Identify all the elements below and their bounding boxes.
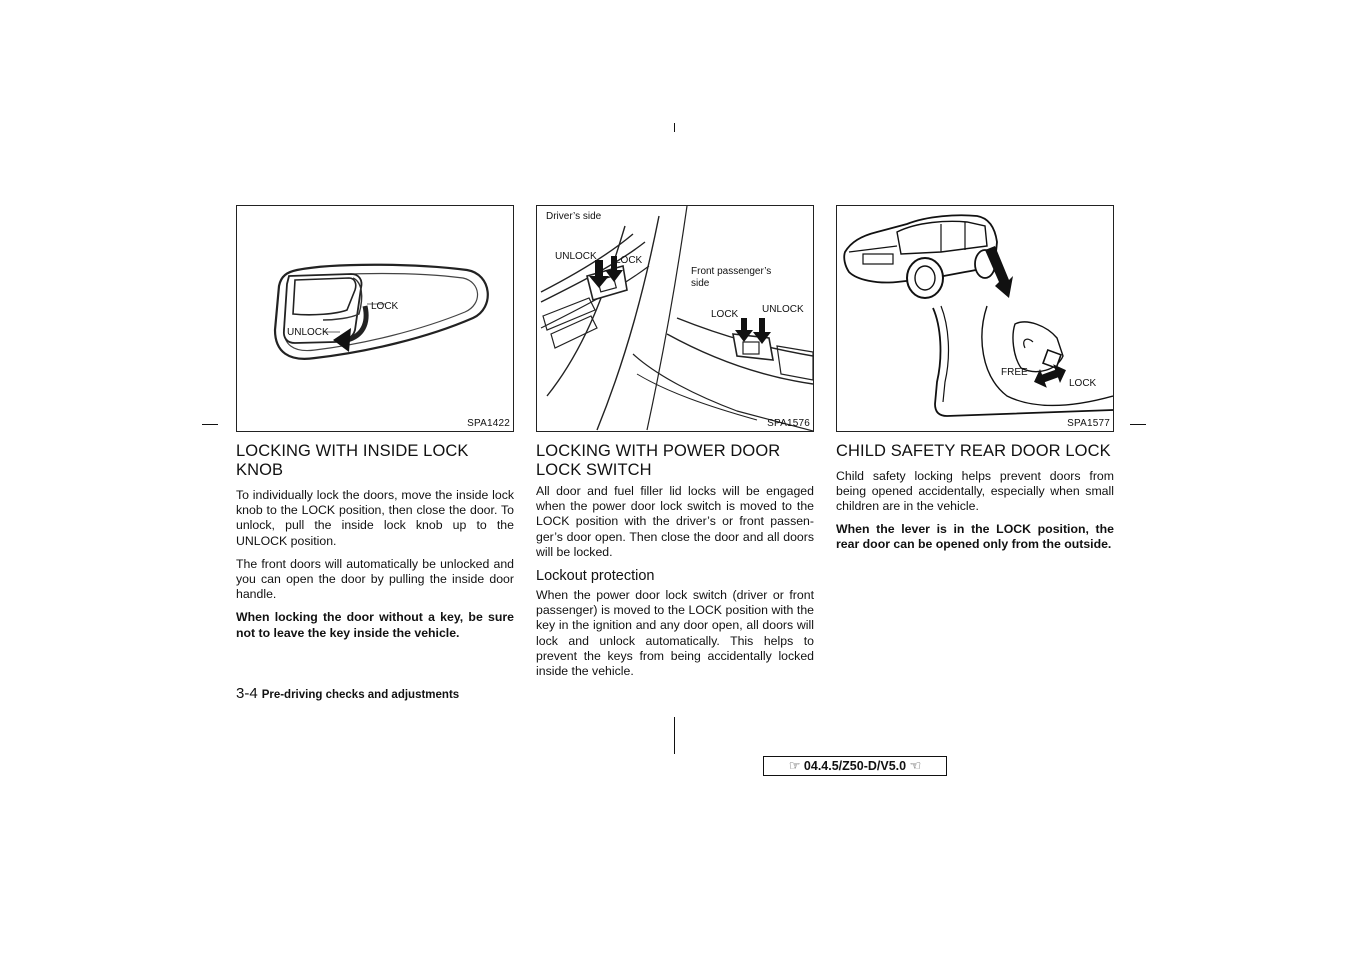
left-crop-mark bbox=[202, 424, 218, 425]
figure-inside-lock-knob bbox=[236, 205, 514, 432]
paragraph: Child safety locking helps prevent doors from being opened accidentally, especially when small children are in the vehicle. bbox=[836, 469, 1114, 514]
section-heading bbox=[536, 442, 814, 480]
label-unlock-driver: UNLOCK bbox=[555, 251, 597, 262]
figure-code: SPA1577 bbox=[1067, 418, 1110, 429]
section-child-safety bbox=[836, 442, 1114, 552]
section-inside-lock-knob bbox=[236, 442, 514, 641]
subheading: Lockout protection bbox=[536, 568, 655, 585]
section-heading: CHILD SAFETY REAR DOOR LOCK bbox=[836, 442, 1111, 460]
figure-code: SPA1422 bbox=[467, 418, 510, 429]
pointing-hand-right-icon: ☞ bbox=[788, 758, 801, 773]
section-heading bbox=[236, 442, 514, 480]
figure-power-door-lock-switch bbox=[536, 205, 814, 432]
figure-child-safety-lock bbox=[836, 205, 1114, 432]
section-power-door-lock bbox=[536, 442, 814, 687]
version-text: 04.4.5/Z50-D/V5.0 bbox=[803, 759, 907, 773]
heading-line2: KNOB bbox=[236, 461, 284, 479]
bottom-crop-mark bbox=[674, 717, 675, 754]
heading-line1: LOCKING WITH POWER DOOR bbox=[536, 442, 781, 460]
warning-text: When the lever is in the LOCK position, the rear door can be opened only from the outside. bbox=[836, 521, 1114, 551]
paragraph: To individually lock the doors, move the inside lock knob to the LOCK position, then close the door. To unlock, pull the inside lock knob up to the UNLOCK position. bbox=[236, 488, 514, 548]
warning-text: When locking the door without a key, be sure not to leave the key inside the vehicle. bbox=[236, 610, 514, 640]
label-lock-passenger: LOCK bbox=[711, 309, 739, 320]
label-passenger-line2: side bbox=[691, 278, 710, 289]
heading-line1: LOCKING WITH INSIDE LOCK bbox=[236, 442, 469, 460]
label-free: FREE bbox=[1001, 367, 1028, 378]
section-title: Pre-driving checks and adjustments bbox=[261, 689, 460, 701]
label-lock-driver: LOCK bbox=[615, 255, 643, 266]
figure-code: SPA1576 bbox=[767, 418, 810, 429]
paragraph: When the power door lock switch (driver or front passenger) is moved to the LOCK position with the key in the ignition and any door open, all doors will lock and unlock automatically. This helps to prevent the keys from being accidentally locked inside the vehicle. bbox=[536, 588, 814, 679]
label-drivers-side: Driver’s side bbox=[546, 211, 602, 222]
label-lock: LOCK bbox=[371, 301, 399, 312]
heading-line2: LOCK SWITCH bbox=[536, 461, 652, 479]
page-number: 3-4 bbox=[236, 685, 258, 702]
version-box bbox=[763, 756, 947, 776]
label-unlock-passenger: UNLOCK bbox=[762, 304, 804, 315]
top-crop-mark bbox=[674, 123, 675, 132]
door-switch-illustration bbox=[537, 206, 813, 431]
right-crop-mark bbox=[1130, 424, 1146, 425]
label-lock: LOCK bbox=[1069, 378, 1097, 389]
door-handle-illustration bbox=[237, 206, 513, 431]
paragraph: The front doors will automatically be unlocked and you can open the door by pulling the inside door handle. bbox=[236, 556, 514, 602]
pointing-hand-left-icon: ☜ bbox=[909, 758, 922, 773]
paragraph: All door and fuel filler lid locks will be engaged when the power door lock switch is moved to the LOCK position with the driver’s or front passen-ger’s door open. Then close the door and all doors will be locked. bbox=[536, 484, 814, 559]
label-passenger-line1: Front passenger’s bbox=[691, 266, 772, 277]
car-child-lock-illustration bbox=[837, 206, 1113, 431]
page-footer bbox=[236, 685, 459, 703]
label-unlock: UNLOCK bbox=[287, 327, 329, 338]
